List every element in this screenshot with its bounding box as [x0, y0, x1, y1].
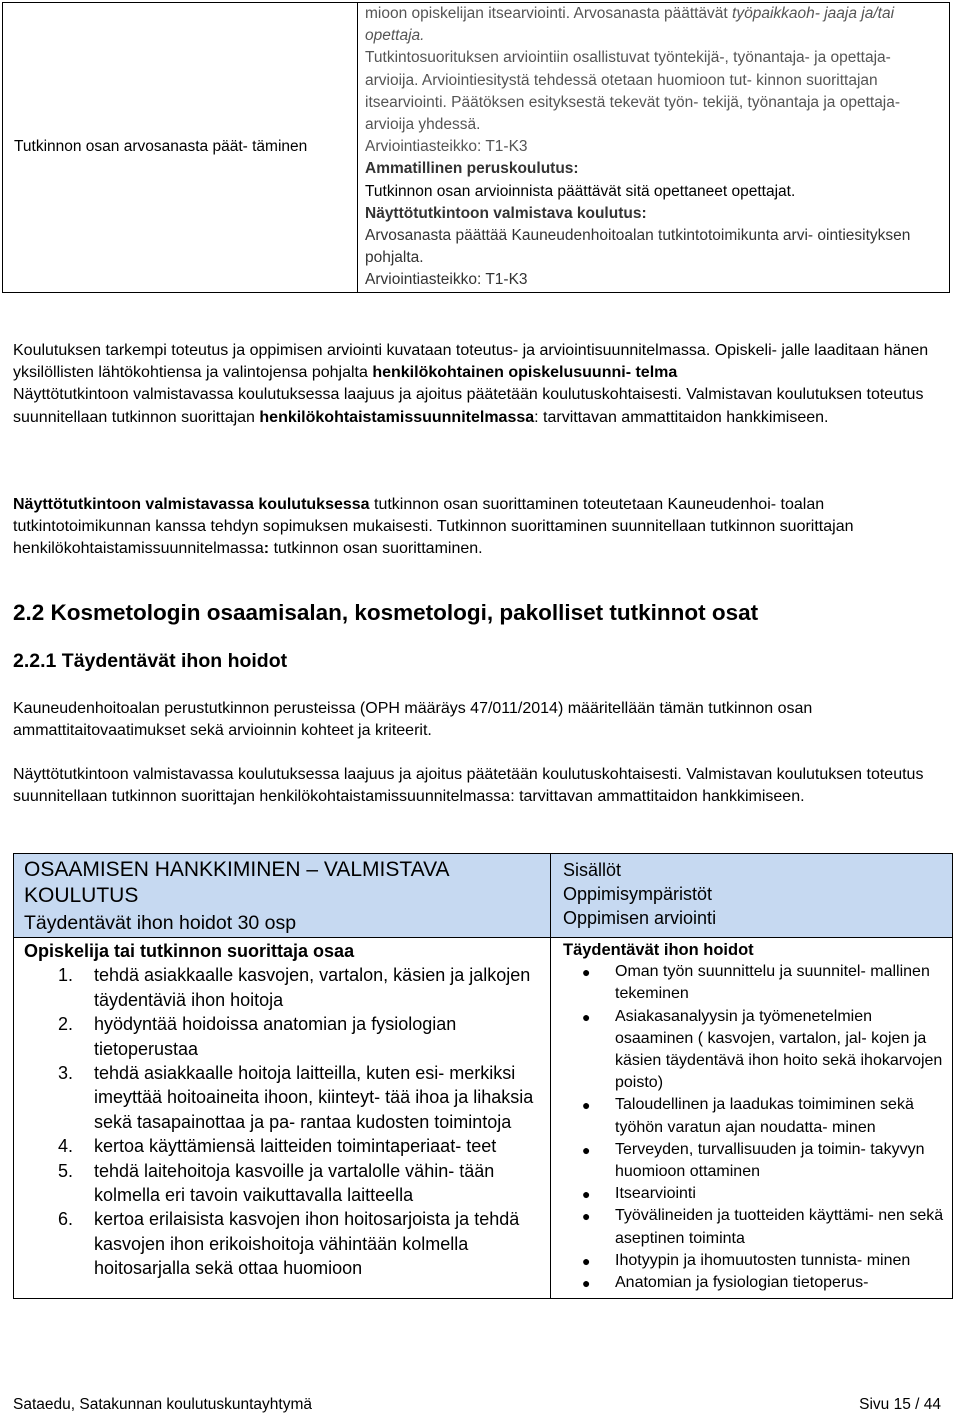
competence-header-left: [14, 854, 551, 938]
preparatory-text: Arvosanasta päättää Kauneudenhoitoalan tutkintotoimikunta arvi- ointiesityksen pohjalta.: [365, 227, 911, 267]
header-assessment: Oppimisen arviointi: [563, 908, 717, 928]
list-item: ● Ihotyypin ja ihomuutosten tunnista- minen: [563, 1250, 944, 1272]
self-assessment-text: mioon opiskelijan itsearviointi. Arvosanasta päättävät työpaikkaoh- jaaja ja/tai opettaja.: [365, 5, 895, 45]
header-contents: Sisällöt: [563, 860, 622, 880]
list-item: ● Taloudellinen ja laadukas toimiminen sekä työhön varatun ajan noudatta- minen: [582, 1096, 914, 1136]
competence-title: OSAAMISEN HANKKIMINEN – VALMISTAVA KOULUTUS: [24, 858, 449, 907]
bullet-icon: ●: [582, 1208, 591, 1225]
contents-heading: Täydentävät ihon hoidot: [563, 941, 754, 959]
grade-decision-content-cell: [358, 3, 950, 293]
list-item: ● Itsearviointi: [563, 1183, 944, 1205]
list-item: 2. hyödyntää hoidoissa anatomian ja fysiologian tietoperustaa: [58, 1014, 457, 1059]
bullet-icon: ●: [582, 1186, 591, 1203]
competence-header-right: [551, 854, 953, 938]
list-item: 5. tehdä laitehoitoja kasvoille ja vartalolle vähin- tään kolmella eri tavoin vaikuttavalla laitteella: [58, 1160, 495, 1206]
paragraph-scheduling: Näyttötutkintoon valmistavassa koulutuksessa laajuus ja ajoitus päätetään koulutuskohtaisesti. Valmistavan koulutuksen toteutus suunnitellaan tutkinnon suorittajan henkilökohtaistamissuunnitelmassa: tarvittavan ammattitaidon hankkimiseen.: [13, 766, 924, 806]
bullet-icon: ●: [582, 1141, 591, 1158]
list-item: 1. tehdä asiakkaalle kasvojen, vartalon, käsien ja jalkojen täydentäviä ihon hoitoja: [58, 965, 531, 1010]
subsection-heading: 2.2.1 Täydentävät ihon hoidot: [13, 650, 288, 672]
vocational-text: Tutkinnon osan arvioinnista päättävät sitä opettaneet opettajat.: [365, 182, 796, 200]
list-item: 3. tehdä asiakkaalle hoitoja laitteilla, kuten esi- merkiksi imeyttää hoitoaineita ihoon, kiinteyt- tää ihoa ja lihaksia sekä tasapainottaa ja pa- rantaa kudosten toimintoja: [58, 1063, 534, 1132]
paragraph-preparatory-training: Näyttötutkintoon valmistavassa koulutuksessa tutkinnon osan suorittaminen toteutetaan Kauneudenhoi- toalan tutkintotoimikunnan kanssa tehdyn sopimuksen mukaisesti. Tutkinnon suorittaminen suunnitellaan tutkinnon suorittajan henkilökohtaistamissuunnitelmassa: tutkinnon osan suorittaminen.: [13, 496, 854, 558]
grade-decision-label: Tutkinnon osan arvosanasta päät- täminen: [14, 138, 308, 156]
list-item: 4. kertoa käyttämiensä laitteiden toimintaperiaat- teet: [58, 1136, 497, 1157]
list-item: ● Työvälineiden ja tuotteiden käyttämi- nen sekä aseptinen toiminta: [582, 1207, 944, 1247]
bullet-icon: ●: [582, 1252, 591, 1269]
assessment-table: [2, 2, 950, 293]
paragraph-implementation: Koulutuksen tarkempi toteutus ja oppimisen arviointi kuvataan toteutus- ja arviointisuunnitelmassa. Opiskeli- jalle laaditaan hänen yksilöllisten lähtökohtiensa ja valintojensa pohjalta henkilökohtainen opiskelusuunni- telma Näyttötutkintoon valmistavassa koulutuksessa laajuus ja ajoitus päätetään koulutuskohtaisesti. Valmistavan koulutuksen toteutus suunnitellaan tutkinnon suorittajan henkilökohtaistamissuunnitelmassa: tarvittavan ammattitaidon hankkimiseen.: [13, 342, 929, 426]
tasks-list: [24, 963, 542, 1280]
assessors-text: Tutkintosuorituksen arviointiin osallistuvat työntekijä-, työnantaja- ja opettaja-arvioija. Arviointiesitystä tehdessä otetaan huomioon tut- kinnon suorittajan itsearviointi. Päätöksen esityksestä tekevät työn- tekijä, työnantaja ja opettaja-arvioija yhdessä.: [365, 49, 901, 134]
contents-cell: [551, 938, 953, 1299]
bullet-icon: ●: [582, 1008, 591, 1025]
list-item: ● Asiakasanalyysin ja työmenetelmien osaaminen ( kasvojen, vartalon, jal- kojen ja käsien täydentävä ihon hoito sekä ihokarvojen poisto): [582, 1007, 943, 1092]
list-item: 6. kertoa erilaisista kasvojen ihon hoitosarjoista ja tehdä kasvojen ihon erikoishoitoja vähintään kolmella hoitosarjalla sekä ottaa huomioon: [58, 1209, 520, 1279]
vocational-heading: Ammatillinen peruskoulutus:: [365, 160, 579, 178]
page-number: Sivu 15 / 44: [859, 1396, 941, 1413]
list-item: ● Anatomian ja fysiologian tietoperus-: [563, 1272, 944, 1294]
list-item: ● Oman työn suunnittelu ja suunnitel- mallinen tekeminen: [582, 963, 930, 1003]
page-footer: [13, 1396, 941, 1414]
list-item: ● Terveyden, turvallisuuden ja toimin- takyvyn huomioon ottaminen: [582, 1140, 925, 1181]
grade-decision-label-cell: [3, 3, 358, 293]
tasks-heading: Opiskelija tai tutkinnon suorittaja osaa: [24, 941, 355, 961]
contents-list: [563, 961, 944, 1294]
footer-organization: Sataedu, Satakunnan koulutuskuntayhtymä: [13, 1396, 313, 1413]
bullet-icon: ●: [582, 1275, 591, 1292]
scale-text-1: Arviointiasteikko: T1-K3: [365, 138, 528, 156]
competence-table: [13, 853, 953, 1299]
preparatory-heading: Näyttötutkintoon valmistava koulutus:: [365, 204, 647, 222]
section-heading: 2.2 Kosmetologin osaamisalan, kosmetologi, pakolliset tutkinnot osat: [13, 600, 759, 625]
paragraph-requirements: Kauneudenhoitoalan perustutkinnon perusteissa (OPH määräys 47/011/2014) määritellään tämän tutkinnon osan ammattitaitovaatimukset sekä arvioinnin kohteet ja kriteerit.: [13, 700, 813, 740]
competence-subtitle: Täydentävät ihon hoidot 30 osp: [24, 912, 297, 934]
tasks-cell: [14, 938, 551, 1299]
scale-text-2: Arviointiasteikko: T1-K3: [365, 271, 528, 289]
bullet-icon: ●: [582, 964, 591, 981]
bullet-icon: ●: [582, 1097, 591, 1114]
header-environments: Oppimisympäristöt: [563, 884, 713, 904]
